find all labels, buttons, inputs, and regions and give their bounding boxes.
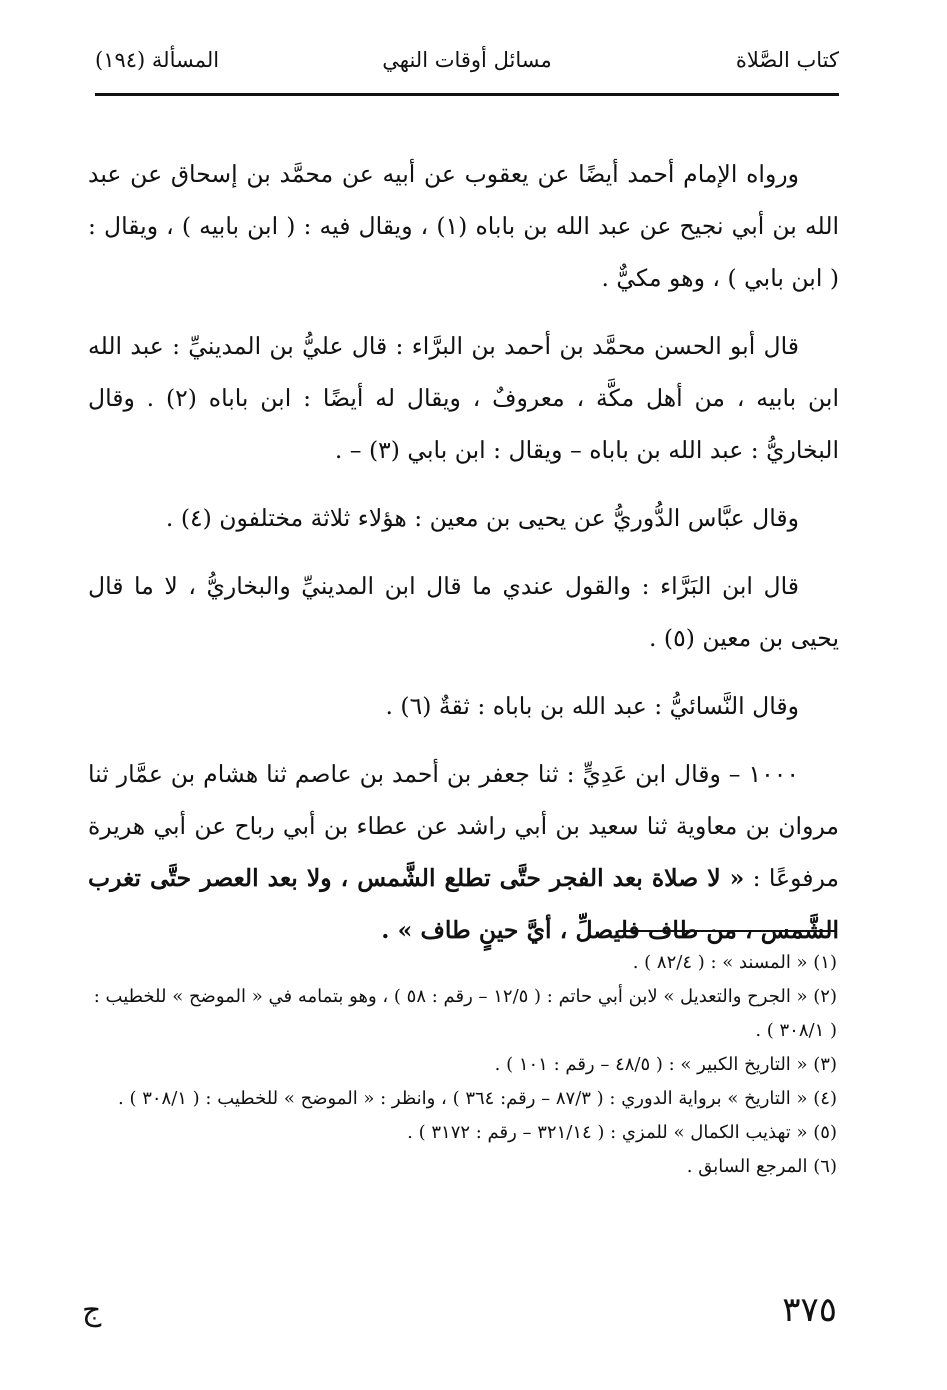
footnote-3: (٣) « التاريخ الكبير » : ( ٤٨/٥ – رقم : ١٠١ ) . — [494, 1054, 837, 1075]
paragraph-2: قال أبو الحسن محمَّد بن أحمد بن البرَّاء : قال عليُّ بن المدينيِّ : عبد الله ابن بابيه ، من أهل مكَّة ، معروفٌ ، ويقال له أيضًا : ابن باباه (٢) . وقال البخاريُّ : عبد الله بن باباه – ويقال : ابن بابي (٣) – . — [88, 332, 839, 464]
page-number: ٣٧٥ — [782, 1290, 837, 1330]
paragraph-4: قال ابن البَرَّاء : والقول عندي ما قال ابن المدينيِّ والبخاريُّ ، لا ما قال يحيى بن معين (٥) . — [88, 572, 839, 652]
footnote-rule — [618, 930, 837, 932]
footnote-1: (١) « المسند » : ( ٨٢/٤ ) . — [632, 952, 837, 973]
signature-mark: ج — [82, 1293, 102, 1328]
running-header — [95, 48, 839, 88]
footnote-5: (٥) « تهذيب الكمال » للمزي : ( ٣٢١/١٤ – رقم : ٣١٧٢ ) . — [407, 1122, 837, 1143]
hadith-text: « لا صلاة بعد الفجر حتَّى تطلع الشَّمس ، ولا بعد العصر حتَّى تغرب الشَّمس ، من طاف فليصلِّ ، أيَّ حينٍ طاف » . — [88, 864, 839, 944]
paragraph-3: وقال عبَّاس الدُّوريُّ عن يحيى بن معين : هؤلاء ثلاثة مختلفون (٤) . — [165, 504, 799, 532]
hadith-paragraph — [88, 748, 839, 956]
main-text — [88, 148, 839, 956]
book-title: كتاب الصَّلاة — [735, 48, 839, 72]
issue-number: المسألة (١٩٤) — [95, 48, 220, 72]
paragraph-5: وقال النَّسائيُّ : عبد الله بن باباه : ثقةٌ (٦) . — [385, 692, 799, 720]
footnotes — [88, 946, 837, 1184]
footnote-6: (٦) المرجع السابق . — [686, 1156, 837, 1177]
header-rule — [95, 93, 839, 96]
footnote-2: (٢) « الجرح والتعديل » لابن أبي حاتم : ( ١٢/٥ – رقم : ٥٨ ) ، وهو بتمامه في « الموضح » للخطيب : ( ٣٠٨/١ ) . — [93, 986, 837, 1041]
section-title: مسائل أوقات النهي — [382, 48, 552, 72]
paragraph-1: ورواه الإمام أحمد أيضًا عن يعقوب عن أبيه عن محمَّد بن إسحاق عن عبد الله بن أبي نجيح عن عبد الله بن باباه (١) ، ويقال فيه : ( ابن بابيه ) ، ويقال : ( ابن بابي ) ، وهو مكيٌّ . — [88, 160, 840, 292]
hadith-chain: ١٠٠٠ – وقال ابن عَدِيٍّ : ثنا جعفر بن أحمد بن عاصم ثنا هشام بن عمَّار ثنا مروان بن معاوية ثنا سعيد بن أبي راشد عن عطاء بن أبي رباح عن أبي هريرة مرفوعًا : — [88, 760, 840, 892]
footnote-4: (٤) « التاريخ » برواية الدوري : ( ٨٧/٣ – رقم: ٣٦٤ ) ، وانظر : « الموضح » للخطيب : ( ٣٠٨/١ ) . — [118, 1088, 837, 1109]
